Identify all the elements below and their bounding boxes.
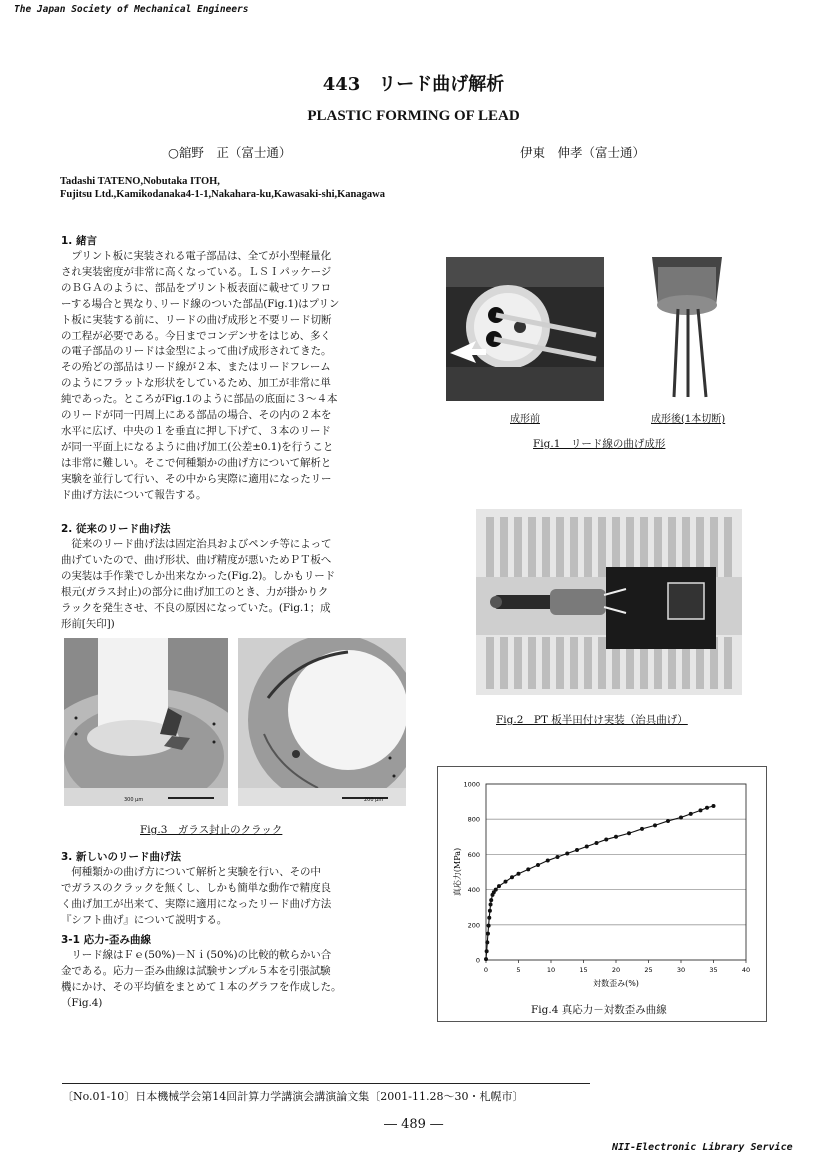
data-point <box>546 859 550 863</box>
data-point <box>489 898 493 902</box>
data-point <box>699 808 703 812</box>
data-point <box>489 903 493 907</box>
data-point <box>604 837 608 841</box>
data-point <box>666 819 670 823</box>
section-1-heading: 1. 緒言 <box>61 235 97 247</box>
fig2-caption: Fig.2 PT 板半田付け実装（治具曲げ） <box>496 714 688 726</box>
header-society: The Japan Society of Mechanical Engineers <box>14 4 249 15</box>
x-tick-label: 5 <box>516 966 521 974</box>
fig4-chart <box>438 767 766 1021</box>
data-point <box>487 924 491 928</box>
fig1-photo-before <box>446 257 604 401</box>
y-tick-label: 200 <box>467 921 480 930</box>
fig1-label-before: 成形前 <box>510 414 540 425</box>
affiliation <box>60 175 385 201</box>
fig3-caption: Fig.3 ガラス封止のクラック <box>140 824 283 836</box>
paper-title: 443 リード曲げ解析 <box>322 74 505 95</box>
data-point <box>494 888 498 892</box>
section-2-heading: 2. 従来のリード曲げ法 <box>61 523 171 535</box>
y-tick-label: 1000 <box>463 780 480 789</box>
y-axis-label: 真応力(MPa) <box>453 847 462 897</box>
x-tick-label: 40 <box>741 966 751 974</box>
x-tick-label: 35 <box>709 966 718 974</box>
plot-area <box>486 784 746 960</box>
data-point <box>595 841 599 845</box>
data-point <box>640 827 644 831</box>
fig2-photo <box>476 509 742 695</box>
data-point <box>504 880 508 884</box>
section-1-text: プリント板に実装される電子部品は、全てが小型軽量化 され実装密度が非常に高くなっている。ＬＳＩパッケージ のＢＧＡのように、部品をプリント板表面に載せてリフロ ーする場合と異なり､リード線のついた部品(Fig.1)はプリン ト板に実装する前に、リードの曲げ成形と不要リード切断 の工程が必要である。今日までコンデンサをはじめ、多く の電子部品のリードは金型によって曲げ成形されてきた。 その殆どの部品はリード線が２本、またはリードフレーム のようにフラットな形状をしているため、加工が非常に単 純であった。ところがFig.1のように部品の底面に３～４本 のリードが同一円周上にある部品の場合、その内の２本を 水平に広げ、中央の１を垂直に押し下げて、３本のリード が同一平面上になるように曲げ加工(公差±0.1)を行うこと は非常に難しい。そこで何種類かの曲げ方について解析と 実験を並行して行い、その中から実際に適用になったリー ド曲げ方法について報告する。 <box>61 250 340 501</box>
section-3-1-heading: 3-1 応力-歪み曲線 <box>61 934 151 946</box>
page-number: ― 489 ― <box>384 1117 444 1132</box>
data-point <box>705 806 709 810</box>
data-point <box>488 909 492 913</box>
footer-proceedings: 〔No.01-10〕日本機械学会第14回計算力学講演会講演論文集〔2001-11.28～30・札幌市〕 <box>62 1090 524 1103</box>
x-tick-label: 10 <box>546 966 556 974</box>
fig4-chart-frame <box>437 766 767 1022</box>
fig1-label-after: 成形後(1本切断) <box>651 414 726 425</box>
author-left: ○舘野 正（富士通） <box>168 145 292 160</box>
data-point <box>484 957 488 961</box>
affiliation-address: Fujitsu Ltd.,Kamikodanaka4-1-1,Nakahara-ku,Kawasaki-shi,Kanagawa <box>60 189 385 200</box>
data-point <box>689 812 693 816</box>
footer-service: NII-Electronic Library Service <box>612 1142 793 1153</box>
section-3-1-text: リード線はＦｅ(50%)－Ｎｉ(50%)の比較的軟らかい合 金である。応力－歪み曲線は試験サンプル５本を引張試験 機にかけ、その平均値をまとめて１本のグラフを作成した。 （Fig.4) <box>61 949 342 1009</box>
fig3-photo-right <box>238 638 406 806</box>
data-point <box>627 831 631 835</box>
fig1-photo-after <box>626 257 744 401</box>
y-tick-label: 0 <box>475 956 480 965</box>
x-tick-label: 30 <box>676 966 686 974</box>
fig1-caption: Fig.1 リード線の曲げ成形 <box>533 438 666 450</box>
section-3-text: 何種類かの曲げ方について解析と実験を行い、その中 でガラスのクラックを無くし、しかも簡単な動作で精度良 く曲げ加工が出来て、実際に適用になったリード曲げ方法 『シフト曲げ』について説明する。 <box>61 866 332 926</box>
data-point <box>487 916 491 920</box>
x-tick-label: 20 <box>611 966 621 974</box>
footer-rule <box>62 1083 590 1084</box>
data-point <box>679 815 683 819</box>
series-line <box>486 806 714 959</box>
y-tick-label: 600 <box>467 850 480 859</box>
fig4-caption: Fig.4 真応力－対数歪み曲線 <box>531 1004 667 1016</box>
data-point <box>653 823 657 827</box>
fig3-scale-right: 200 μm <box>364 797 384 803</box>
x-tick-label: 15 <box>579 966 588 974</box>
data-point <box>556 855 560 859</box>
data-point <box>575 848 579 852</box>
data-point <box>614 835 618 839</box>
data-point <box>510 875 514 879</box>
section-2-text: 従来のリード曲げ法は固定治具およびペンチ等によって 曲げていたので、曲げ形状、曲げ精度が悪いためＰＴ板へ の実装は手作業でしか出来なかった(Fig.2)。しかもリード 根元(ガラス封止)の部分に曲げ加工のとき、力が掛かりク ラックを発生させ、不良の原因になっていた。(Fig.1；成 形前[矢印]) <box>61 538 336 630</box>
section-3-heading: 3. 新しいのリード曲げ法 <box>61 851 181 863</box>
data-point <box>485 940 489 944</box>
fig3-photo-left <box>64 638 228 806</box>
data-point <box>712 804 716 808</box>
data-point <box>486 932 490 936</box>
y-tick-label: 800 <box>467 815 480 824</box>
data-point <box>485 949 489 953</box>
data-point <box>517 872 521 876</box>
affiliation-names: Tadashi TATENO,Nobutaka ITOH, <box>60 176 220 187</box>
y-tick-label: 400 <box>467 886 480 895</box>
data-point <box>526 867 530 871</box>
data-point <box>565 852 569 856</box>
data-point <box>497 884 501 888</box>
x-axis-label: 対数歪み(%) <box>593 979 639 988</box>
author-right: 伊東 伸孝（富士通） <box>520 145 646 160</box>
paper-subtitle: PLASTIC FORMING OF LEAD <box>307 108 520 124</box>
fig3-scale-left: 300 μm <box>124 797 144 803</box>
data-point <box>536 863 540 867</box>
x-tick-label: 0 <box>483 966 489 974</box>
x-tick-label: 25 <box>644 966 653 974</box>
data-point <box>585 844 589 848</box>
